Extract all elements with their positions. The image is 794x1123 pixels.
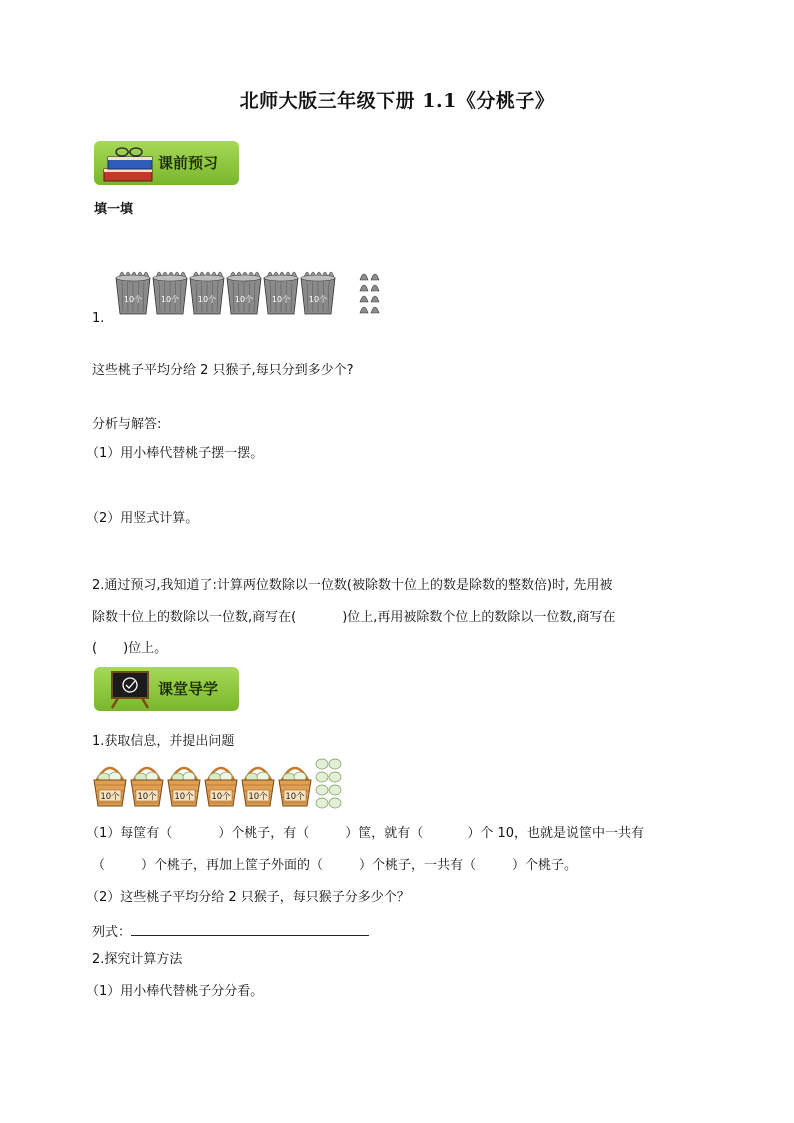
loose-peach [371, 274, 379, 280]
step-1-text: （1）用小棒代替桃子摆一摆。 [86, 446, 264, 461]
fill-in-heading: 填一填 [94, 202, 134, 217]
peach-bucket [153, 272, 187, 314]
loose-peach [329, 772, 341, 782]
loose-peach [316, 759, 328, 769]
item-1-title: 1.获取信息，并提出问题 [92, 734, 235, 749]
question-2-line-3-part-a: ( [92, 641, 98, 656]
peach-bucket [116, 272, 150, 314]
bucket-label: 10个 [234, 295, 254, 304]
bucket-label: 10个 [197, 295, 217, 304]
question-2-line-2-part-a: 除数十位上的数除以一位数,商写在( [92, 610, 297, 625]
text-part: ）个桃子。 [512, 858, 578, 873]
loose-peach [329, 798, 341, 808]
bucket-label: 10个 [271, 295, 291, 304]
question-2-line-2 [92, 609, 616, 627]
bucket-label: 10个 [308, 295, 328, 304]
question-2-line-1: 2.通过预习,我知道了:计算两位数除以一位数(被除数十位上的数是除数的整数倍)时, 先用被 [92, 578, 613, 593]
formula-label: 列式： [92, 925, 132, 940]
peach-basket [94, 768, 126, 806]
loose-peach [360, 307, 368, 313]
peach-basket [131, 768, 163, 806]
text-part: ）个桃子，一共有（ [359, 858, 477, 873]
question-2-line-3-part-b: )位上。 [123, 641, 168, 656]
loose-peach [329, 785, 341, 795]
analysis-label: 分析与解答: [92, 417, 162, 432]
question-1-number: 1. [92, 311, 105, 326]
bucket-label: 10个 [160, 295, 180, 304]
preview-banner [94, 141, 239, 185]
peach-bucket [190, 272, 224, 314]
loose-peach [371, 296, 379, 302]
loose-peach [371, 307, 379, 313]
sub-question-3: （1）用小棒代替桃子分分看。 [86, 984, 264, 999]
bucket-label: 10个 [123, 295, 143, 304]
basket-label: 10个 [174, 792, 194, 802]
text-part: ）个桃子，有（ [218, 826, 310, 841]
sub-question-2: （2）这些桃子平均分给 2 只猴子，每只猴子分多少个？ [86, 890, 410, 905]
peach-bucket-figure [114, 264, 394, 324]
text-part: （ [92, 858, 106, 873]
peach-basket-figure [92, 758, 362, 814]
basket-label: 10个 [137, 792, 157, 802]
step-2-text: （2）用竖式计算。 [86, 511, 199, 526]
class-banner-label: 课堂导学 [158, 680, 219, 698]
formula-line [92, 921, 369, 942]
peach-bucket [301, 272, 335, 314]
blackboard-icon [104, 670, 156, 710]
sub-question-1-line-2 [92, 857, 577, 875]
loose-peach [360, 274, 368, 280]
page-title: 北师大版三年级下册 1.1《分桃子》 [239, 90, 555, 112]
peach-basket [168, 768, 200, 806]
loose-peach [316, 785, 328, 795]
question-2-line-2-part-b: )位上,再用被除数个位上的数除以一位数,商写在 [342, 610, 616, 625]
peach-basket [205, 768, 237, 806]
books-icon [100, 143, 158, 185]
loose-peach [316, 772, 328, 782]
peach-basket [279, 768, 311, 806]
text-part: ）个 10，也就是说筐中一共有 [467, 826, 644, 841]
question-1-text: 这些桃子平均分给 2 只猴子,每只分到多少个? [92, 363, 354, 378]
peach-basket [242, 768, 274, 806]
loose-peach [329, 759, 341, 769]
basket-label: 10个 [100, 792, 120, 802]
text-part: ）个桃子，再加上筐子外面的（ [141, 858, 324, 873]
loose-peach [360, 296, 368, 302]
peach-bucket [264, 272, 298, 314]
basket-label: 10个 [285, 792, 305, 802]
class-banner [94, 667, 239, 711]
sub-question-1-line-1 [86, 825, 644, 843]
loose-peach [360, 285, 368, 291]
peach-bucket [227, 272, 261, 314]
question-2-line-3 [92, 640, 167, 658]
text-part: ）筐，就有（ [345, 826, 424, 841]
loose-peach [316, 798, 328, 808]
text-part: （1）每筐有（ [86, 826, 173, 841]
formula-answer-line[interactable] [131, 921, 369, 936]
basket-label: 10个 [248, 792, 268, 802]
item-2-title: 2.探究计算方法 [92, 952, 183, 967]
loose-peach [371, 285, 379, 291]
preview-banner-label: 课前预习 [158, 154, 219, 172]
basket-label: 10个 [211, 792, 231, 802]
